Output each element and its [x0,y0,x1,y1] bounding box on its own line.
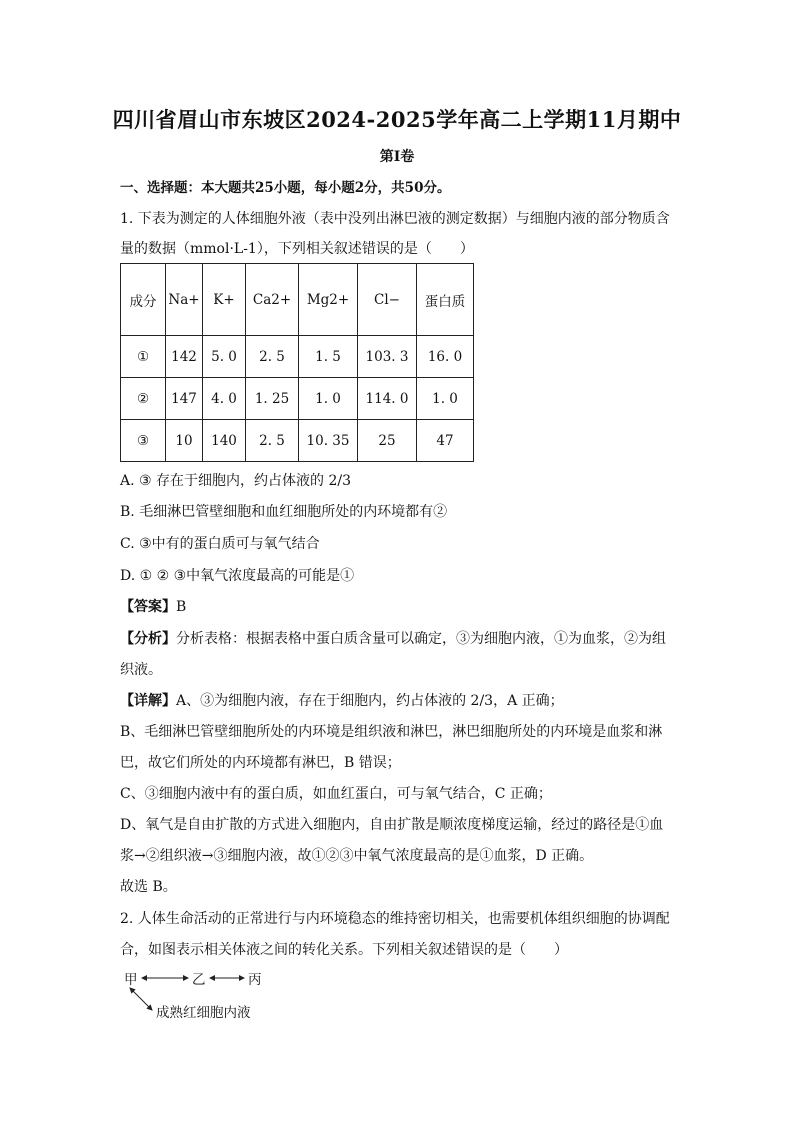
q1-detail-b1: B、毛细淋巴管壁细胞所处的内环境是组织液和淋巴，淋巴细胞所处的内环境是血浆和淋 [120,724,663,740]
table-cell: 5. 0 [203,336,246,378]
volume-subtitle: 第I卷 [379,149,415,165]
table-header-cell: Cl− [358,264,417,336]
table-cell: 2. 5 [246,336,299,378]
fluid-rbc-label: 成熟红细胞内液 [156,1005,251,1021]
table-header-cell: Mg2+ [299,264,358,336]
answer-value: B [176,599,187,615]
table-cell: 103. 3 [358,336,417,378]
table-cell: 114. 0 [358,378,417,420]
q1-detail-d2: 浆→②组织液→③细胞内液，故①②③中氧气浓度最高的是①血浆，D 正确。 [120,848,594,864]
q1-option-a: A. ③ 存在于细胞内，约占体液的 2/3 [120,473,351,489]
table-cell: 1. 5 [299,336,358,378]
table-header-cell: Ca2+ [246,264,299,336]
q1-option-c: C. ③中有的蛋白质可与氧气结合 [120,536,320,552]
q1-data-table [120,263,474,462]
q1-conclusion: 故选 B。 [120,879,177,895]
fluid-jia-label: 甲 [124,972,138,988]
table-header-cell: 蛋白质 [417,264,474,336]
table-cell: 4. 0 [203,378,246,420]
q1-option-d: D. ① ② ③中氧气浓度最高的可能是① [120,568,355,584]
q1-detail-a [120,690,564,710]
q2-stem-line2: 合，如图表示相关体液之间的转化关系。下列相关叙述错误的是（ ） [120,942,568,958]
q2-stem-line1: 2. 人体生命活动的正常进行与内环境稳态的维持密切相关，也需要机体组织细胞的协调配 [120,911,670,927]
table-row [121,378,474,420]
section-heading: 一、选择题：本大题共25小题，每小题2分，共50分。 [120,180,451,196]
table-cell: 25 [358,420,417,462]
table-cell: 1. 0 [417,378,474,420]
table-header-cell: 成分 [121,264,166,336]
analysis-label: 【分析】 [120,631,176,647]
q1-detail-d1: D、氧气是自由扩散的方式进入细胞内，自由扩散是顺浓度梯度运输，经过的路径是①血 [120,817,664,833]
double-arrow-jia-rbc [130,988,152,1010]
table-cell: 1. 25 [246,378,299,420]
q1-answer [120,596,186,616]
q1-detail-b2: 巴，故它们所处的内环境都有淋巴，B 错误； [120,755,401,771]
analysis-text: 分析表格：根据表格中蛋白质含量可以确定，③为细胞内液，①为血浆，②为组 [176,631,666,647]
table-cell: 47 [417,420,474,462]
answer-label: 【答案】 [120,599,176,615]
table-cell: 10. 35 [299,420,358,462]
diagram-arrows [120,968,320,1024]
table-header-cell: K+ [203,264,246,336]
q1-option-b: B. 毛细淋巴管壁细胞和血红细胞所处的内环境都有② [120,504,448,520]
table-cell: ③ [121,420,166,462]
table-header-cell: Na+ [166,264,203,336]
table-row [121,336,474,378]
table-cell: 16. 0 [417,336,474,378]
q1-detail-c: C、③细胞内液中有的蛋白质，如血红蛋白，可与氧气结合，C 正确； [120,786,552,802]
detail-label: 【详解】 [120,693,176,709]
detail-text: A、③为细胞内液，存在于细胞内，约占体液的 2/3，A 正确； [176,693,564,709]
q1-stem-line2: 量的数据（mmol·L-1），下列相关叙述错误的是（ ） [120,241,474,257]
q1-analysis-line1 [120,628,666,648]
table-cell: 142 [166,336,203,378]
body-fluid-diagram [120,968,320,1024]
table-cell: ① [121,336,166,378]
page-title: 四川省眉山市东坡区2024-2025学年高二上学期11月期中 [112,107,682,132]
fluid-yi-label: 乙 [192,972,206,988]
table-cell: 147 [166,378,203,420]
table-cell: ② [121,378,166,420]
table-header-row [121,264,474,336]
fluid-bing-label: 丙 [248,972,262,988]
table-cell: 1. 0 [299,378,358,420]
q1-stem-line1: 1. 下表为测定的人体细胞外液（表中没列出淋巴液的测定数据）与细胞内液的部分物质含 [120,211,670,227]
table-row [121,420,474,462]
q1-analysis-line2: 织液。 [120,662,162,678]
table-cell: 140 [203,420,246,462]
table-cell: 2. 5 [246,420,299,462]
table-cell: 10 [166,420,203,462]
